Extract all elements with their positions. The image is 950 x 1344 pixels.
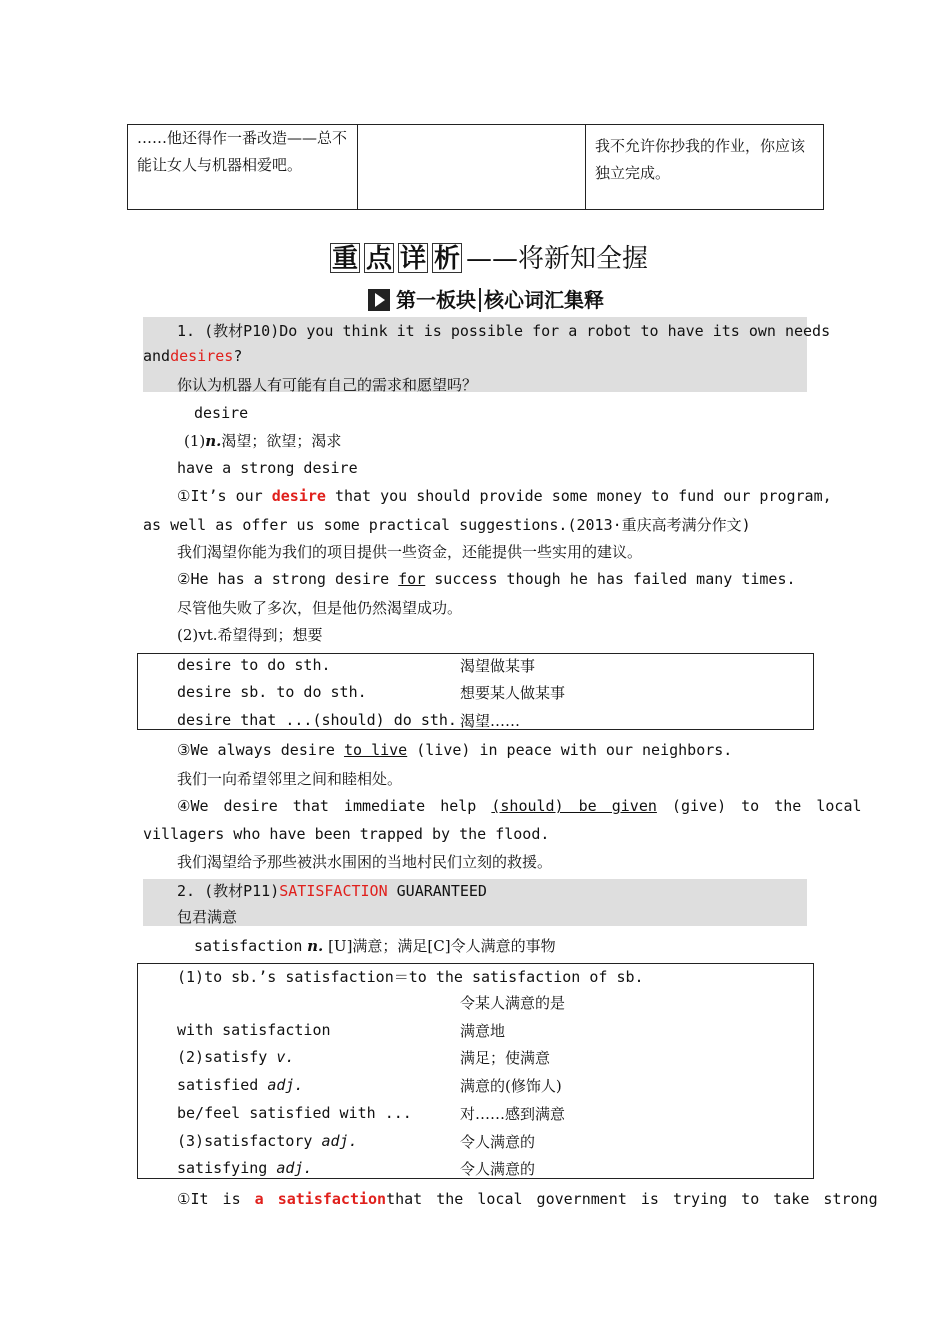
desire-example-4-translation: 我们渴望给予那些被洪水围困的当地村民们立刻的救援。 <box>177 853 553 871</box>
subheading-part2: 核心词汇集释 <box>484 288 604 312</box>
usage-zh: 想要某人做某事 <box>460 684 566 702</box>
usage-zh: 满足；使满意 <box>460 1049 551 1067</box>
usage-en: desire that ...(should) do sth. <box>177 711 457 729</box>
usage-zh: 渴望做某事 <box>460 657 536 675</box>
usage-en: (1)to sb.’s satisfaction＝to the satisfaction of sb. <box>177 968 644 986</box>
desire-example-2-translation: 尽管他失败了多次，但是他仍然渴望成功。 <box>177 599 463 617</box>
top-table <box>127 124 824 210</box>
heading-boxed-char: 析 <box>433 244 460 274</box>
usage-en: be/feel satisfied with ... <box>177 1104 412 1122</box>
desire-sense2: (2)vt.希望得到；想要 <box>177 626 323 644</box>
desire-example-3-translation: 我们一向希望邻里之间和睦相处。 <box>177 770 403 788</box>
desire-sense1: (1)n.渴望；欲望；渴求 <box>184 432 342 450</box>
desire-example-4: ④We desire that immediate help (should) be given (give) to the local <box>177 797 862 815</box>
item2-translation: 包君满意 <box>177 908 238 926</box>
section-subheading <box>368 284 604 313</box>
item1-translation: 你认为机器人有可能有自己的需求和愿望吗？ <box>177 376 478 394</box>
desire-example-3: ③We always desire to live (live) in peace with our neighbors. <box>177 741 733 759</box>
usage-en: desire sb. to do sth. <box>177 683 367 701</box>
usage-zh: 满意地 <box>460 1022 506 1040</box>
subheading-part1: 第一板块 <box>396 288 476 312</box>
usage-en: satisfied adj. <box>177 1076 304 1094</box>
item2-line1: 2. (教材P11)SATISFACTION GUARANTEED <box>177 882 487 900</box>
usage-zh: 对……感到满意 <box>460 1105 566 1123</box>
desire-phrase: have a strong desire <box>177 459 358 477</box>
heading-boxed-char: 重 <box>331 244 358 274</box>
table-divider <box>585 125 586 209</box>
heading-rest: ——将新知全握 <box>466 244 649 274</box>
usage-en: satisfying adj. <box>177 1159 313 1177</box>
satisfaction-example-1: ①It is a satisfactionthat the local government is trying to take strong <box>177 1190 878 1208</box>
table-cell-1: ……他还得作一番改造——总不能让女人与机器相爱吧。 <box>137 129 348 174</box>
desire-example-4-line2: villagers who have been trapped by the flood. <box>143 825 550 843</box>
desire-example-1: ①It’s our desire that you should provide some money to fund our program, <box>177 487 832 505</box>
usage-zh: 渴望…… <box>460 712 521 730</box>
desire-example-1-translation: 我们渴望你能为我们的项目提供一些资金，还能提供一些实用的建议。 <box>177 543 643 561</box>
usage-en: desire to do sth. <box>177 656 331 674</box>
heading-boxed-char: 详 <box>399 244 426 274</box>
heading-boxed-char: 点 <box>365 244 392 274</box>
usage-en: (3)satisfactory adj. <box>177 1132 358 1150</box>
word-satisfaction: satisfaction n. [U]满意；满足[C]令人满意的事物 <box>194 937 556 955</box>
desire-example-1-line2: as well as offer us some practical suggestions.(2013·重庆高考满分作文) <box>143 516 751 534</box>
usage-zh: 令某人满意的是 <box>460 994 566 1012</box>
item1-line2: anddesires? <box>143 347 243 365</box>
usage-zh: 令人满意的 <box>460 1160 536 1178</box>
table-divider <box>357 125 358 209</box>
table-cell-3: 我不允许你抄我的作业，你应该独立完成。 <box>595 137 806 182</box>
usage-en: (2)satisfy v. <box>177 1048 295 1066</box>
usage-zh: 满意的(修饰人) <box>460 1077 562 1095</box>
play-icon <box>368 289 390 311</box>
usage-en: with satisfaction <box>177 1021 331 1039</box>
item1-line1: 1. (教材P10)Do you think it is possible for a robot to have its own needs <box>177 322 831 340</box>
word-desire: desire <box>194 404 249 422</box>
usage-zh: 令人满意的 <box>460 1133 536 1151</box>
section-heading <box>330 238 648 275</box>
desire-example-2: ②He has a strong desire for success though he has failed many times. <box>177 570 796 588</box>
